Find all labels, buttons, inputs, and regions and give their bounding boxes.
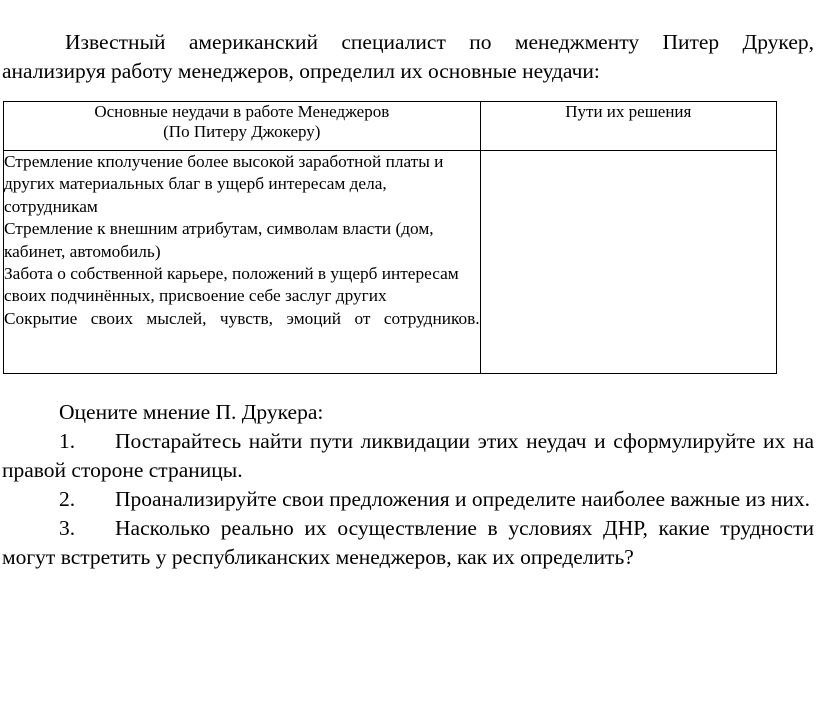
failure-item: Стремление к внешним атрибутам, символам власти (дом, кабинет, автомобиль) [4,219,434,261]
failure-item: Забота о собственной карьере, положений в ущерб интересам своих подчинённых, присвоение себе заслуг других [4,264,459,306]
questions-section [2,398,814,572]
intro-line-1: Известный американский специалист по менеджменту Питер Друкер, [65,30,814,54]
header-failures-line-2: (По Питеру Джокеру) [163,122,321,141]
question-item [2,427,814,485]
table-row [4,151,777,374]
header-failures [4,102,481,151]
question-text: Постарайтесь найти пути ликвидации этих неудач и сформулируйте их на правой стороне страницы. [2,429,814,482]
table-header-row [4,102,777,151]
failure-item: Сокрытие своих мыслей, чувств, эмоций от сотрудников. [4,308,480,328]
question-text: Проанализируйте свои предложения и определите наиболее важные из них. [115,487,811,511]
header-solutions: Пути их решения [480,102,776,151]
question-item [2,485,814,514]
intro-paragraph [2,28,814,86]
question-text: Насколько реально их осуществление в условиях ДНР, какие трудности могут встретить у республиканских менеджеров, как их определить? [2,516,814,569]
failures-table [3,101,777,374]
question-item [2,514,814,572]
header-failures-line-1: Основные неудачи в работе Менеджеров [94,102,390,121]
intro-line-2: анализируя работу менеджеров, определил их основные неудачи: [2,59,600,83]
solutions-cell[interactable] [480,151,776,374]
failure-item: Стремление кполучение более высокой заработной платы и других материальных благ в ущерб интересам дела, сотрудникам [4,152,444,216]
question-number: 3. [59,516,76,540]
question-number: 1. [59,429,76,453]
failures-cell [4,151,481,374]
question-number: 2. [59,487,76,511]
questions-heading: Оцените мнение П. Друкера: [59,400,324,424]
